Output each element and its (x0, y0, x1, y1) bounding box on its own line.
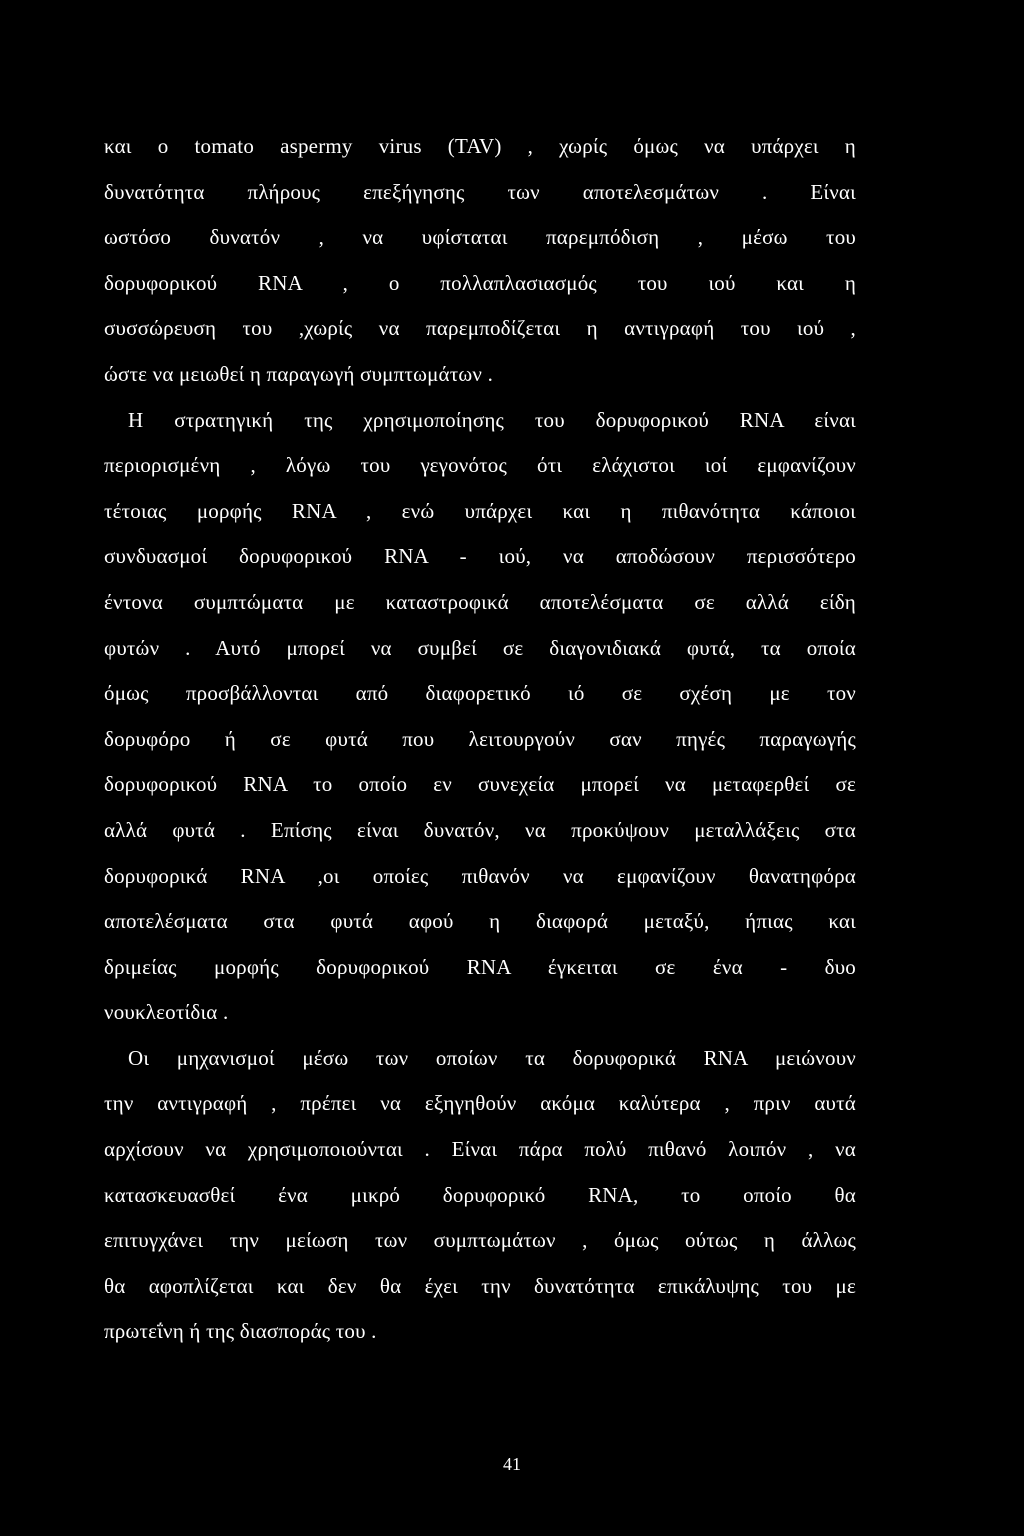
text-line: δριμείας μορφής δορυφορικού RNA έγκειται σε ένα - δυο (104, 954, 856, 979)
text-line: Οι μηχανισμοί μέσω των οποίων τα δορυφορικά RNA μειώνουν (128, 1045, 856, 1070)
page-number: 41 (503, 1454, 521, 1474)
text-line: επιτυγχάνει την μείωση των συμπτωμάτων , όμως ούτως η άλλως (104, 1228, 856, 1253)
text-line: περιορισμένη , λόγω του γεγονότος ότι ελάχιστοι ιοί εμφανίζουν (104, 453, 856, 478)
text-line: πρωτεΐνη ή της διασποράς του . (104, 1319, 377, 1344)
text-line: δορυφόρο ή σε φυτά που λειτουργούν σαν πηγές παραγωγής (104, 726, 856, 751)
text-line: δορυφορικού RNA , ο πολλαπλασιασμός του ιού και η (104, 270, 856, 295)
text-line: συνδυασμοί δορυφορικού RNA - ιού, να αποδώσουν περισσότερο (104, 544, 856, 569)
text-line: φυτών . Αυτό μπορεί να συμβεί σε διαγονιδιακά φυτά, τα οποία (104, 635, 856, 660)
text-line: θα αφοπλίζεται και δεν θα έχει την δυνατότητα επικάλυψης του με (104, 1273, 856, 1298)
text-line: ωστόσο δυνατόν , να υφίσταται παρεμπόδιση , μέσω του (104, 225, 856, 250)
text-line: κατασκευασθεί ένα μικρό δορυφορικό RNA, το οποίο θα (104, 1182, 856, 1207)
text-line: τέτοιας μορφής RNA , ενώ υπάρχει και η πιθανότητα κάποιοι (104, 498, 856, 523)
text-line: την αντιγραφή , πρέπει να εξηγηθούν ακόμα καλύτερα , πριν αυτά (104, 1091, 856, 1116)
text-line: αρχίσουν να χρησιμοποιούνται . Είναι πάρα πολύ πιθανό λοιπόν , να (104, 1137, 856, 1162)
text-line: αλλά φυτά . Επίσης είναι δυνατόν, να προκύψουν μεταλλάξεις στα (104, 817, 856, 842)
text-line: Η στρατηγική της χρησιμοποίησης του δορυφορικού RNA είναι (128, 407, 856, 432)
text-line: και ο tomato aspermy virus (TAV) , χωρίς όμως να υπάρχει η (104, 134, 856, 158)
text-line: όμως προσβάλλονται από διαφορετικό ιό σε σχέση με τον (104, 681, 856, 706)
text-line: νουκλεοτίδια . (104, 1000, 229, 1025)
text-line: έντονα συμπτώματα με καταστροφικά αποτελέσματα σε αλλά είδη (104, 589, 856, 614)
text-line: συσσώρευση του ,χωρίς να παρεμποδίζεται η αντιγραφή του ιού , (104, 316, 856, 341)
text-line: δυνατότητα πλήρους επεξήγησης των αποτελεσμάτων . Είναι (104, 179, 856, 204)
text-line: αποτελέσματα στα φυτά αφού η διαφορά μεταξύ, ήπιας και (104, 909, 856, 934)
text-line: δορυφορικού RNA το οποίο εν συνεχεία μπορεί να μεταφερθεί σε (104, 772, 856, 797)
text-line: ώστε να μειωθεί η παραγωγή συμπτωμάτων . (104, 361, 494, 386)
body-text (104, 124, 856, 1355)
text-line: δορυφορικά RNA ,οι οποίες πιθανόν να εμφανίζουν θανατηφόρα (104, 863, 856, 888)
